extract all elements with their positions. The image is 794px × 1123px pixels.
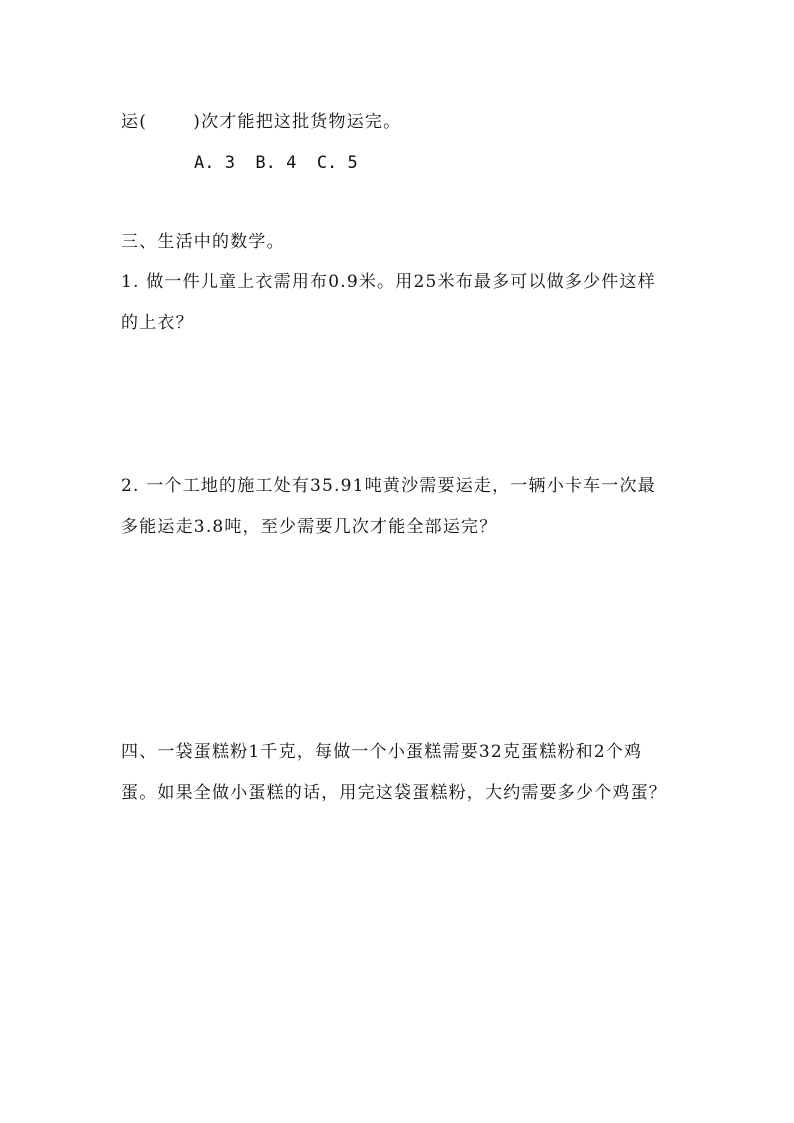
question-continuation-text: 运( )次才能把这批货物运完。 [121, 112, 402, 132]
section-4-line-2: 蛋。如果全做小蛋糕的话，用完这袋蛋糕粉，大约需要多少个鸡蛋？ [121, 783, 667, 803]
problem-2-line-1: 2. 一个工地的施工处有35.91吨黄沙需要运走，一辆小卡车一次最 [121, 476, 656, 496]
problem-1-line-2: 的上衣？ [121, 313, 194, 333]
section-3-heading: 三、生活中的数学。 [121, 232, 285, 252]
section-4-line-1: 四、一袋蛋糕粉1千克，每做一个小蛋糕需要32克蛋糕粉和2个鸡 [121, 742, 643, 762]
problem-1-line-1: 1. 做一件儿童上衣需用布0.9米。用25米布最多可以做多少件这样 [121, 272, 656, 292]
problem-2-line-2: 多能运走3.8吨，至少需要几次才能全部运完？ [121, 517, 498, 537]
answer-options: A. 3 B. 4 C. 5 [194, 153, 358, 173]
